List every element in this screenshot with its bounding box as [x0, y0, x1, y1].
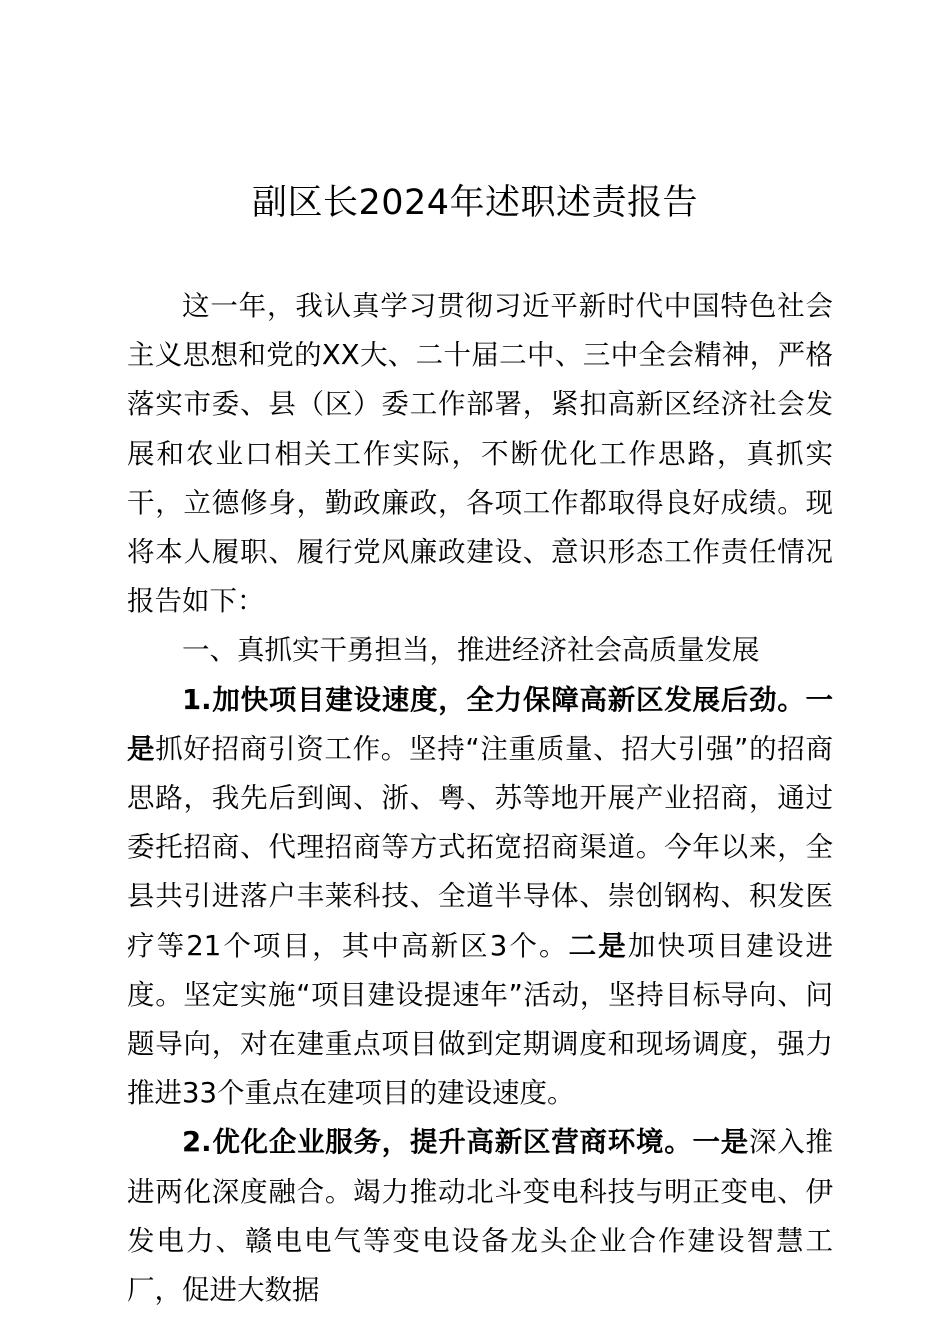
point-text-2a: 深入推进两化深度融合。竭力推动北斗变电科技与明正变电、伊发电力、赣电电气等变电设备龙头企业合作建设智慧工厂，促进大数据 — [127, 1126, 834, 1307]
point-marker-1a: 一是 — [127, 683, 833, 765]
document-title: 副区长2024年述职述责报告 — [251, 183, 699, 223]
point-marker-1b: 二是 — [568, 929, 628, 962]
subsection-heading-1: 1.加快项目建设速度，全力保障高新区发展后劲。 — [182, 683, 806, 716]
subsection-paragraph-1 — [127, 676, 833, 1119]
point-text-1a: 抓好招商引资工作。坚持“注重质量、招大引强”的招商思路，我先后到闽、浙、粤、苏等地开展产业招商，通过委托招商、代理招商等方式拓宽招商渠道。今年以来，全县共引进落户丰莱科技、全道半导体、崇创钢构、积发医疗等21个项目，其中高新区3个。 — [127, 732, 833, 962]
section-heading-1 — [127, 626, 833, 675]
section-heading-text: 一、真抓实干勇担当，推进经济社会高质量发展 — [182, 634, 760, 667]
subsection-paragraph-2 — [127, 1118, 833, 1315]
point-text-1b: 加快项目建设进度。坚定实施“项目建设提速年”活动，坚持目标导向、问题导向，对在建重点项目做到定期调度和现场调度，强力推进33个重点在建项目的建设速度。 — [127, 929, 833, 1110]
intro-text: 这一年，我认真学习贯彻习近平新时代中国特色社会主义思想和党的XX大、二十届二中、三中全会精神，严格落实市委、县（区）委工作部署，紧扣高新区经济社会发展和农业口相关工作实际，不断优化工作思路，真抓实干，立德修身，勤政廉政，各项工作都取得良好成绩。现将本人履职、履行党风廉政建设、意识形态工作责任情况报告如下： — [127, 290, 833, 618]
intro-paragraph — [127, 282, 833, 626]
subsection-heading-2: 2.优化企业服务，提升高新区营商环境。 — [182, 1126, 693, 1159]
point-marker-2a: 一是 — [692, 1126, 750, 1159]
document-body — [127, 282, 833, 1315]
